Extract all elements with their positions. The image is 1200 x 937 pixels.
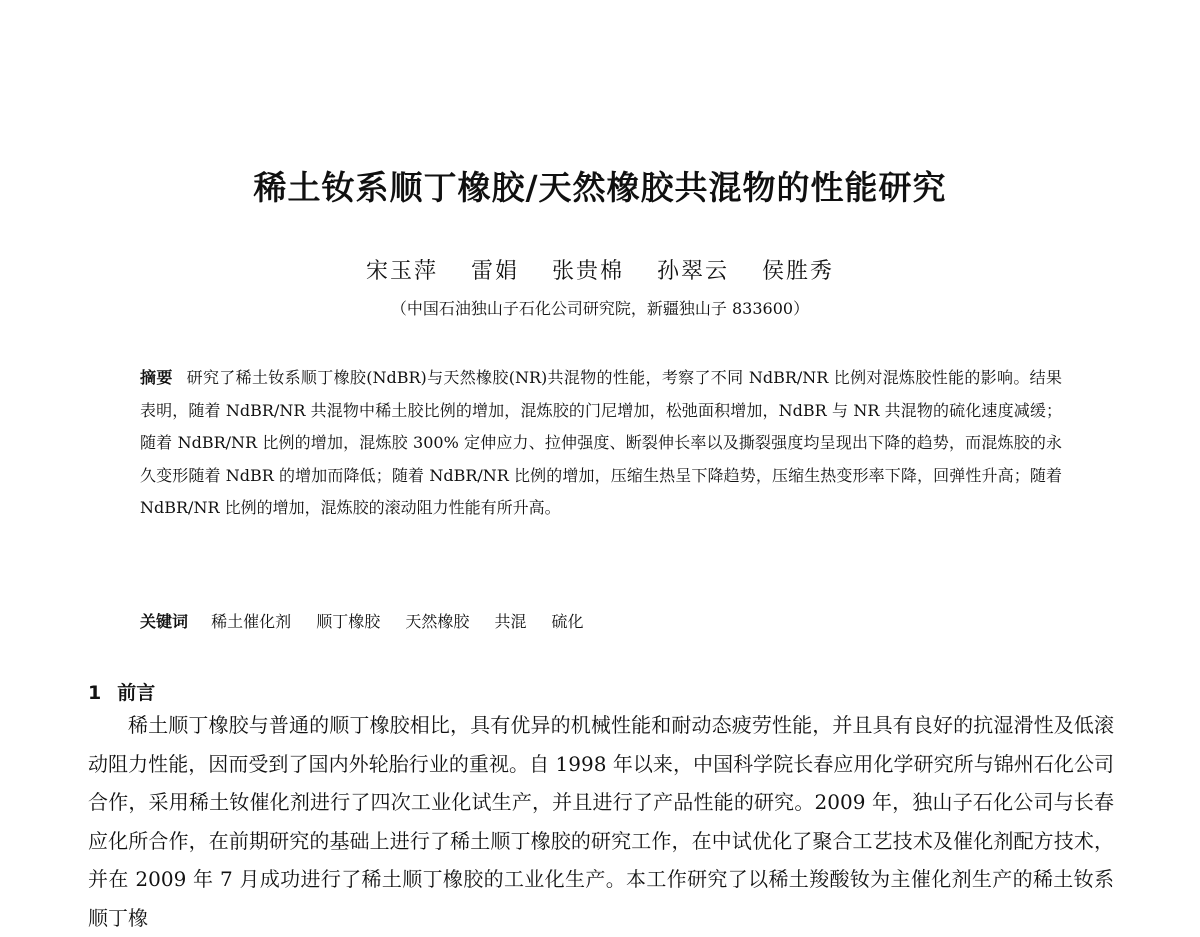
- keyword: 共混: [494, 612, 527, 631]
- author-name: 侯胜秀: [762, 259, 835, 284]
- author-name: 雷娟: [470, 259, 519, 284]
- keyword: 顺丁橡胶: [316, 612, 381, 631]
- affiliation: （中国石油独山子石化公司研究院，新疆独山子 833600）: [390, 299, 810, 318]
- abstract: [140, 362, 1062, 525]
- section-heading: [88, 678, 155, 705]
- abstract-text: 研究了稀土钕系顺丁橡胶(NdBR)与天然橡胶(NR)共混物的性能，考察了不同 NdBR/NR 比例对混炼胶性能的影响。结果表明，随着 NdBR/NR 共混物中稀土胶比例的增加，混炼胶的门尼增加，松弛面积增加，NdBR 与 NR 共混物的硫化速度减缓；随着 NdBR/NR 比例的增加，混炼胶 300% 定伸应力、拉伸强度、断裂伸长率以及撕裂强度均呈现出下降的趋势，而混炼胶的永久变形随着 NdBR 的增加而降低；随着 NdBR/NR 比例的增加，压缩生热呈下降趋势，压缩生热变形率下降，回弹性升高；随着 NdBR/NR 比例的增加，混炼胶的滚动阻力性能有所升高。: [140, 368, 1062, 517]
- keywords-label: 关键词: [140, 612, 189, 631]
- keywords: [140, 609, 1062, 632]
- abstract-label: 摘要: [140, 368, 173, 387]
- author-list: [0, 254, 1200, 285]
- section-number: 1: [88, 682, 102, 704]
- keyword: 稀土催化剂: [211, 612, 292, 631]
- body-paragraph: 稀土顺丁橡胶与普通的顺丁橡胶相比，具有优异的机械性能和耐动态疲劳性能，并且具有良好的抗湿滑性及低滚动阻力性能，因而受到了国内外轮胎行业的重视。自 1998 年以来，中国科学院长春应用化学研究所与锦州石化公司合作，采用稀土钕催化剂进行了四次工业化试生产，并且进行了产品性能的研究。2009 年，独山子石化公司与长春应化所合作，在前期研究的基础上进行了稀土顺丁橡胶的研究工作，在中试优化了聚合工艺技术及催化剂配方技术，并在 2009 年 7 月成功进行了稀土顺丁橡胶的工业化生产。本工作研究了以稀土羧酸钕为主催化剂生产的稀土钕系顺丁橡: [88, 713, 1114, 930]
- author-name: 孙翠云: [657, 259, 730, 284]
- keyword: 天然橡胶: [405, 612, 470, 631]
- section-title: 前言: [117, 682, 156, 704]
- author-name: 宋玉萍: [365, 259, 438, 284]
- keyword: 硫化: [551, 612, 584, 631]
- author-name: 张贵棉: [551, 259, 624, 284]
- paper-title: 稀土钕系顺丁橡胶/天然橡胶共混物的性能研究: [253, 168, 947, 207]
